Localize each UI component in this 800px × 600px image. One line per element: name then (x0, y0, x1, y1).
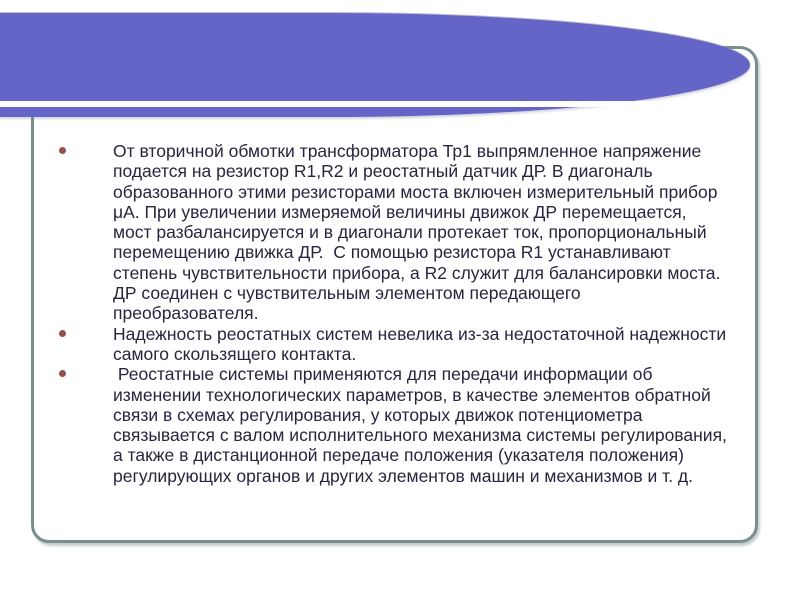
bullet-icon (59, 330, 66, 337)
bullet-text: Реостатные системы применяются для передачи информации об изменении технологических параметров, в качестве элементов обратной связи в схемах регулирования, у которых движок потенциометра связывается с валом исполнительного механизма системы регулирования, а также в дистанционной передаче положения (указателя положения) регулирующих органов и других элементов машин и механизмов и т. д. (113, 364, 732, 486)
bullet-list (59, 141, 732, 486)
bullet-text: От вторичной обмотки трансформатора Тр1 выпрямленное напряжение подается на резистор R1,R2 и реостатный датчик ДР. В диагональ образованного этими резисторами моста включен измерительный прибор μА. При увеличении измеряемой величины движок ДР перемещается, мост разбалансируется и в диагонали протекает ток, пропорциональный перемещению движка ДР. С помощью резистора R1 устанавливают степень чувствительности прибора, а R2 служит для балансировки моста. ДР соединен с чувствительным элементом передающего преобразователя. (113, 141, 726, 324)
bullet-text: Надежность реостатных систем невелика из-за недостаточной надежности самого скользящего контакта. (113, 323, 732, 364)
list-item (59, 364, 732, 486)
header-divider-line (0, 101, 746, 107)
bullet-icon (59, 370, 66, 377)
bullet-icon (59, 147, 66, 154)
list-item (59, 323, 732, 365)
content-panel (31, 46, 758, 543)
list-item (59, 141, 727, 324)
